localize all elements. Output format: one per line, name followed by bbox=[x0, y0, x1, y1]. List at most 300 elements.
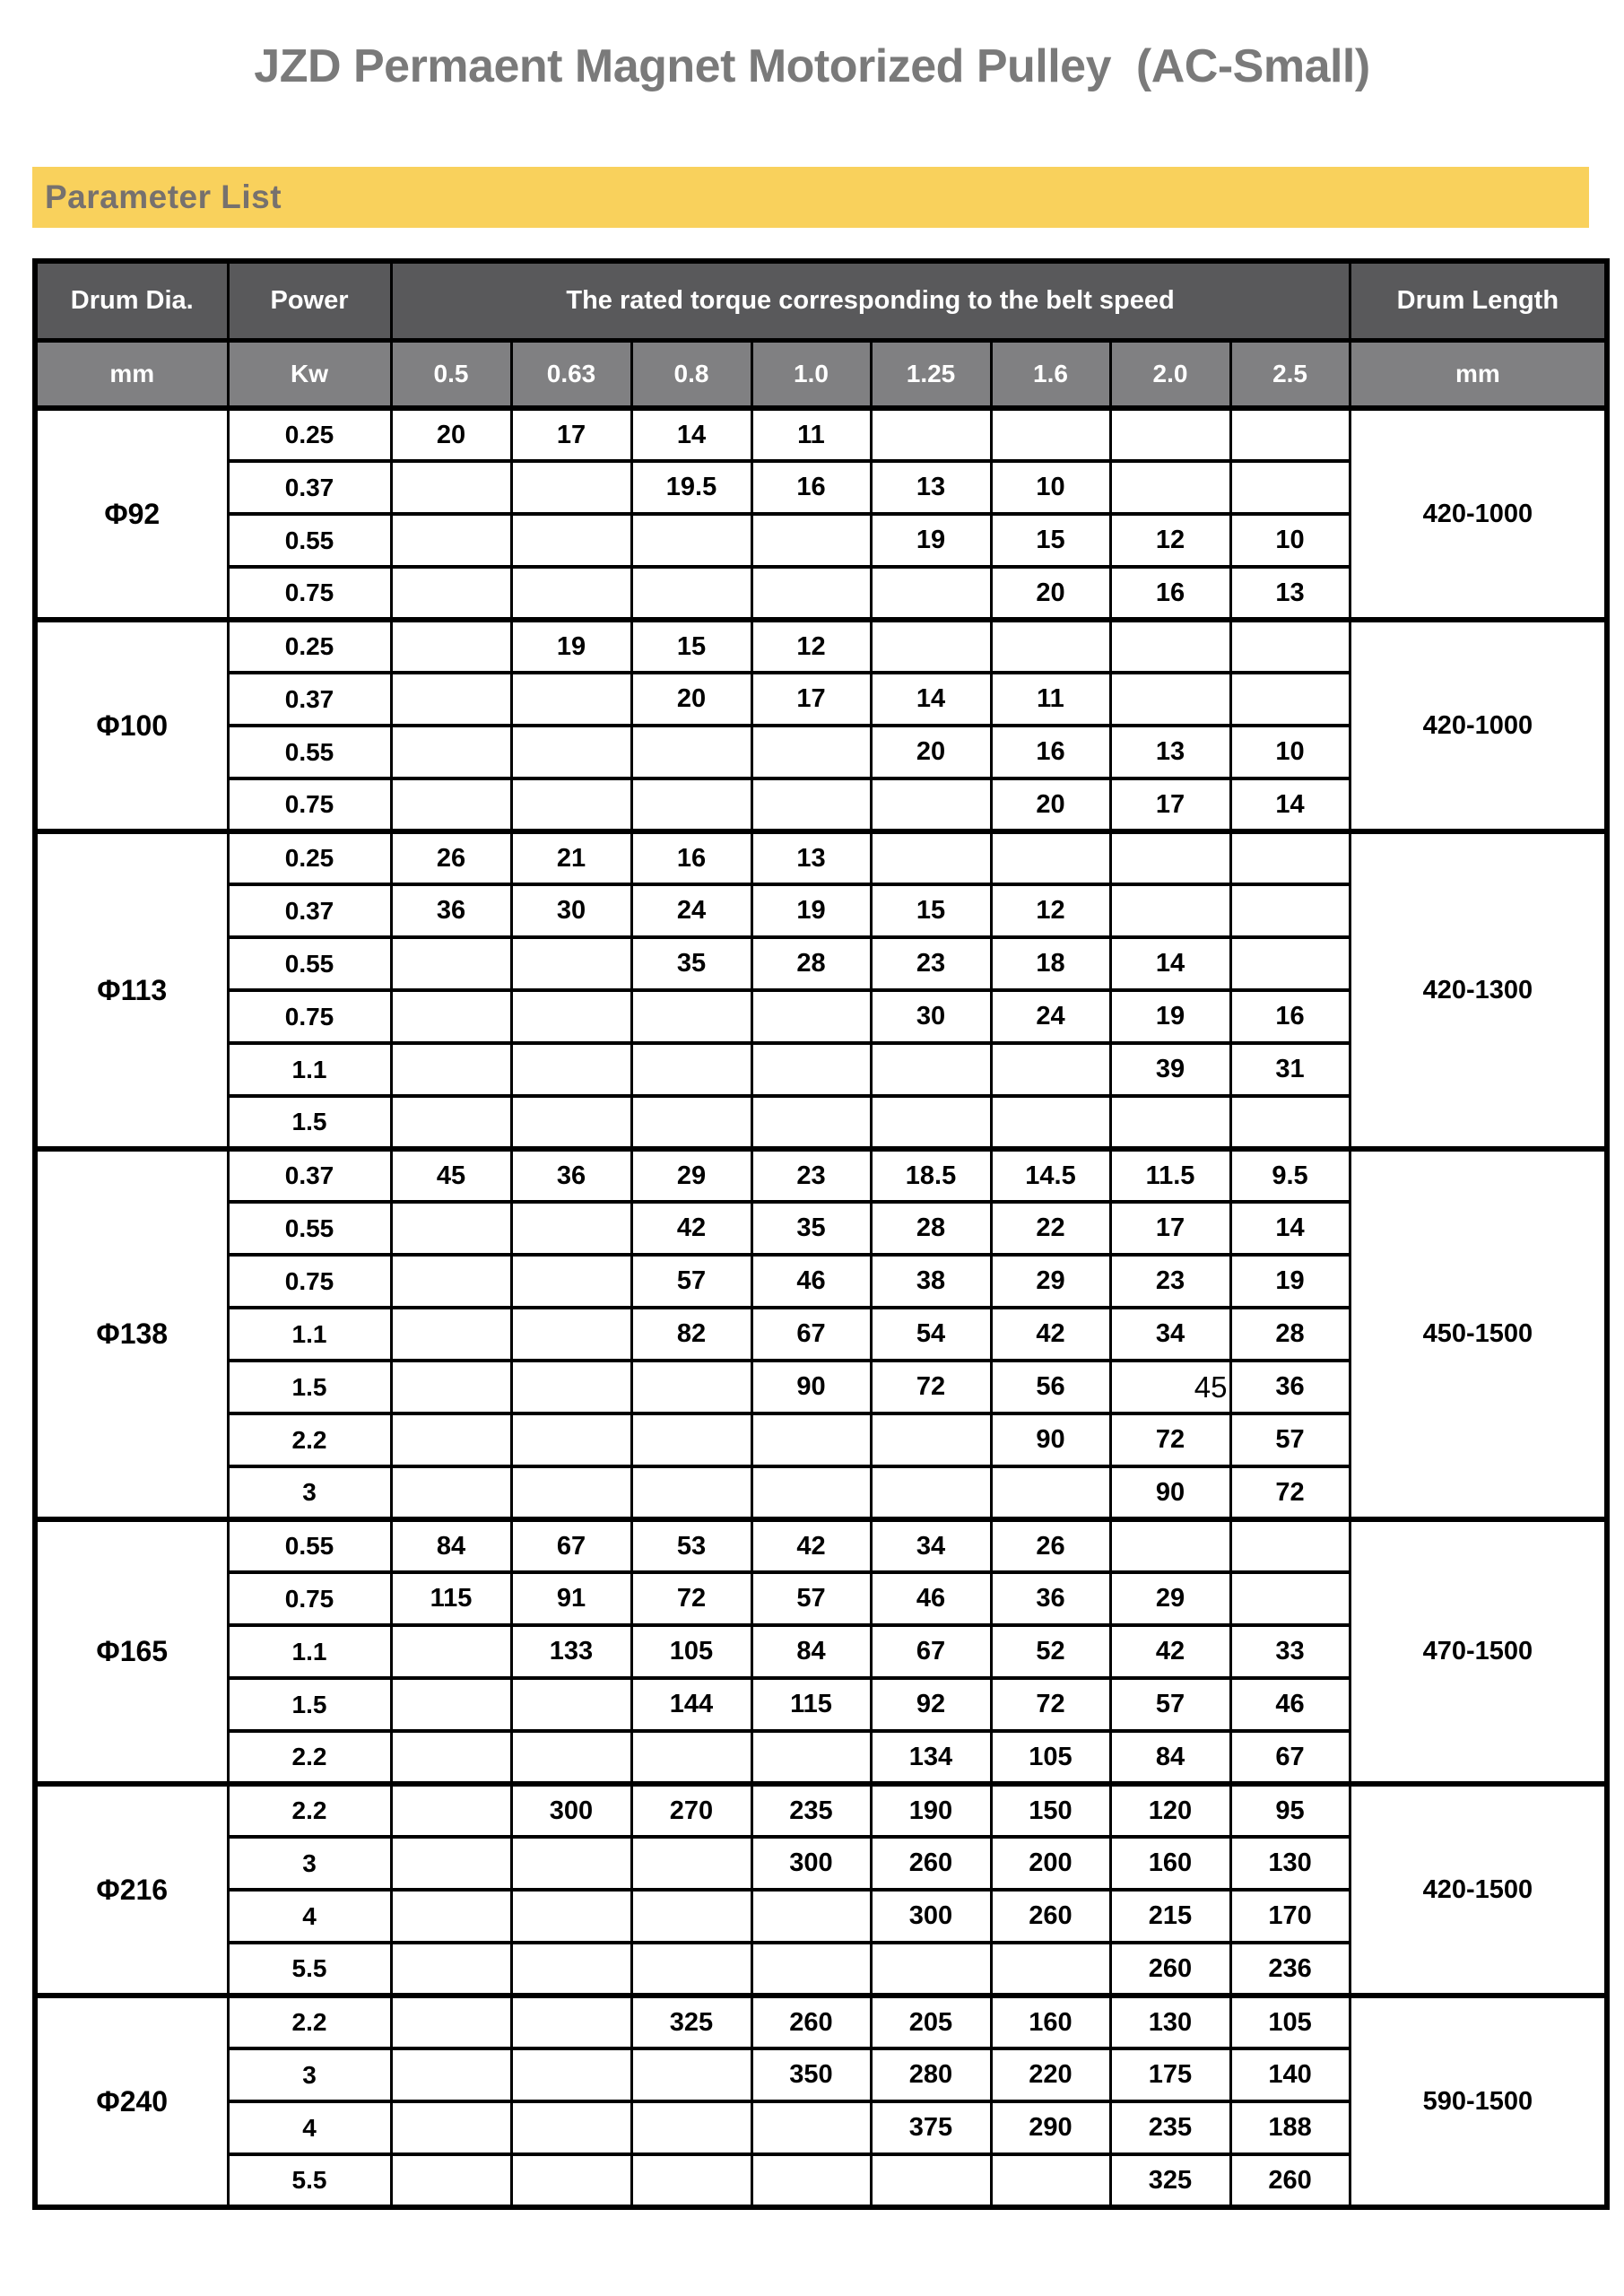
torque-cell bbox=[1230, 461, 1350, 514]
torque-cell bbox=[391, 567, 511, 620]
power-cell: 3 bbox=[228, 1837, 391, 1890]
torque-cell bbox=[511, 2101, 631, 2154]
header-row-1 bbox=[35, 261, 1607, 340]
torque-cell bbox=[391, 1890, 511, 1943]
power-cell: 4 bbox=[228, 2101, 391, 2154]
torque-cell: 45 bbox=[1110, 1361, 1230, 1413]
torque-cell: 16 bbox=[991, 726, 1110, 778]
torque-cell bbox=[991, 1043, 1110, 1096]
torque-cell bbox=[511, 673, 631, 726]
torque-cell bbox=[1230, 1519, 1350, 1572]
torque-cell bbox=[631, 1361, 751, 1413]
power-cell: 0.55 bbox=[228, 514, 391, 567]
torque-cell bbox=[631, 514, 751, 567]
torque-cell: 160 bbox=[991, 1996, 1110, 2048]
torque-cell: 375 bbox=[871, 2101, 991, 2154]
torque-cell: 23 bbox=[1110, 1255, 1230, 1308]
torque-cell: 19 bbox=[511, 620, 631, 673]
torque-cell: 19 bbox=[1230, 1255, 1350, 1308]
torque-cell: 105 bbox=[991, 1731, 1110, 1784]
torque-cell bbox=[511, 726, 631, 778]
torque-cell bbox=[751, 1466, 871, 1519]
header-speed-0-5: 0.5 bbox=[391, 340, 511, 408]
torque-cell: 19 bbox=[871, 514, 991, 567]
torque-cell bbox=[1110, 1096, 1230, 1149]
torque-cell bbox=[631, 726, 751, 778]
torque-cell: 300 bbox=[511, 1784, 631, 1837]
torque-cell bbox=[391, 990, 511, 1043]
torque-cell bbox=[391, 2154, 511, 2207]
torque-cell bbox=[871, 1096, 991, 1149]
torque-cell: 26 bbox=[391, 831, 511, 884]
torque-cell bbox=[391, 1996, 511, 2048]
torque-cell: 29 bbox=[631, 1149, 751, 1202]
torque-cell: 72 bbox=[1230, 1466, 1350, 1519]
torque-cell: 14 bbox=[871, 673, 991, 726]
torque-cell: 46 bbox=[871, 1572, 991, 1625]
torque-cell: 270 bbox=[631, 1784, 751, 1837]
torque-cell bbox=[391, 1255, 511, 1308]
torque-cell: 260 bbox=[751, 1996, 871, 2048]
torque-cell: 18.5 bbox=[871, 1149, 991, 1202]
torque-cell: 11 bbox=[991, 673, 1110, 726]
torque-cell: 17 bbox=[1110, 778, 1230, 831]
torque-cell: 24 bbox=[631, 884, 751, 937]
torque-cell bbox=[751, 1413, 871, 1466]
torque-cell bbox=[511, 514, 631, 567]
torque-cell bbox=[1230, 408, 1350, 461]
torque-cell bbox=[871, 1043, 991, 1096]
torque-cell bbox=[511, 1202, 631, 1255]
header-drum-dia-unit: mm bbox=[35, 340, 228, 408]
torque-cell: 36 bbox=[1230, 1361, 1350, 1413]
torque-cell bbox=[631, 1731, 751, 1784]
drum-length-cell: 420-1000 bbox=[1350, 408, 1607, 620]
torque-cell bbox=[1110, 1519, 1230, 1572]
torque-cell: 57 bbox=[1230, 1413, 1350, 1466]
torque-cell: 235 bbox=[751, 1784, 871, 1837]
torque-cell bbox=[391, 514, 511, 567]
torque-cell bbox=[631, 1890, 751, 1943]
torque-cell: 325 bbox=[631, 1996, 751, 2048]
drum-length-cell: 470-1500 bbox=[1350, 1519, 1607, 1784]
power-cell: 1.5 bbox=[228, 1361, 391, 1413]
torque-cell bbox=[871, 408, 991, 461]
torque-cell bbox=[1230, 884, 1350, 937]
torque-cell: 42 bbox=[751, 1519, 871, 1572]
torque-cell: 92 bbox=[871, 1678, 991, 1731]
parameter-table bbox=[32, 258, 1610, 2210]
torque-cell: 42 bbox=[631, 1202, 751, 1255]
torque-cell bbox=[1230, 673, 1350, 726]
torque-cell bbox=[391, 1202, 511, 1255]
power-cell: 0.25 bbox=[228, 620, 391, 673]
torque-cell: 12 bbox=[751, 620, 871, 673]
torque-cell bbox=[511, 1255, 631, 1308]
torque-cell: 300 bbox=[751, 1837, 871, 1890]
torque-cell: 19 bbox=[1110, 990, 1230, 1043]
torque-cell bbox=[1110, 884, 1230, 937]
drum-length-cell: 420-1500 bbox=[1350, 1784, 1607, 1996]
torque-cell: 12 bbox=[991, 884, 1110, 937]
torque-cell: 28 bbox=[751, 937, 871, 990]
torque-cell bbox=[631, 1943, 751, 1996]
torque-cell bbox=[871, 831, 991, 884]
torque-cell bbox=[991, 831, 1110, 884]
torque-cell: 11.5 bbox=[1110, 1149, 1230, 1202]
torque-cell bbox=[511, 1890, 631, 1943]
page-title: JZD Permaent Magnet Motorized Pulley (AC-Small) bbox=[254, 40, 1370, 92]
torque-cell: 16 bbox=[631, 831, 751, 884]
torque-cell bbox=[511, 2048, 631, 2101]
torque-cell: 9.5 bbox=[1230, 1149, 1350, 1202]
torque-cell: 235 bbox=[1110, 2101, 1230, 2154]
torque-cell: 16 bbox=[1110, 567, 1230, 620]
torque-cell bbox=[511, 1837, 631, 1890]
torque-cell bbox=[391, 726, 511, 778]
torque-cell: 56 bbox=[991, 1361, 1110, 1413]
torque-cell bbox=[751, 1043, 871, 1096]
torque-cell: 105 bbox=[631, 1625, 751, 1678]
section-header-bar bbox=[32, 167, 1589, 228]
torque-cell: 10 bbox=[1230, 514, 1350, 567]
torque-cell: 260 bbox=[1110, 1943, 1230, 1996]
power-cell: 3 bbox=[228, 1466, 391, 1519]
torque-cell: 236 bbox=[1230, 1943, 1350, 1996]
parameter-table-body bbox=[35, 408, 1607, 2207]
torque-cell: 67 bbox=[751, 1308, 871, 1361]
torque-cell: 130 bbox=[1230, 1837, 1350, 1890]
torque-cell: 134 bbox=[871, 1731, 991, 1784]
torque-cell bbox=[391, 1943, 511, 1996]
torque-cell: 133 bbox=[511, 1625, 631, 1678]
drum-dia-cell: Φ138 bbox=[35, 1149, 228, 1519]
torque-cell: 67 bbox=[871, 1625, 991, 1678]
torque-cell bbox=[1230, 937, 1350, 990]
torque-cell: 38 bbox=[871, 1255, 991, 1308]
power-cell: 0.75 bbox=[228, 778, 391, 831]
torque-cell: 14.5 bbox=[991, 1149, 1110, 1202]
torque-cell: 34 bbox=[1110, 1308, 1230, 1361]
torque-cell: 72 bbox=[991, 1678, 1110, 1731]
power-cell: 2.2 bbox=[228, 1784, 391, 1837]
torque-cell: 260 bbox=[991, 1890, 1110, 1943]
power-cell: 0.55 bbox=[228, 937, 391, 990]
torque-cell: 11 bbox=[751, 408, 871, 461]
torque-cell: 13 bbox=[871, 461, 991, 514]
torque-cell bbox=[631, 1413, 751, 1466]
torque-cell: 84 bbox=[751, 1625, 871, 1678]
torque-cell bbox=[511, 567, 631, 620]
torque-cell: 35 bbox=[751, 1202, 871, 1255]
torque-cell: 16 bbox=[1230, 990, 1350, 1043]
torque-cell bbox=[1110, 408, 1230, 461]
torque-cell: 26 bbox=[991, 1519, 1110, 1572]
torque-cell bbox=[751, 990, 871, 1043]
torque-cell bbox=[751, 1096, 871, 1149]
torque-cell bbox=[631, 1466, 751, 1519]
torque-cell bbox=[391, 620, 511, 673]
torque-cell bbox=[631, 1837, 751, 1890]
torque-cell: 12 bbox=[1110, 514, 1230, 567]
torque-cell: 21 bbox=[511, 831, 631, 884]
torque-cell: 90 bbox=[991, 1413, 1110, 1466]
torque-cell: 72 bbox=[871, 1361, 991, 1413]
torque-cell: 29 bbox=[991, 1255, 1110, 1308]
torque-cell: 17 bbox=[1110, 1202, 1230, 1255]
torque-cell: 24 bbox=[991, 990, 1110, 1043]
header-drum-dia: Drum Dia. bbox=[35, 261, 228, 340]
torque-cell: 20 bbox=[991, 778, 1110, 831]
header-speed-0-63: 0.63 bbox=[511, 340, 631, 408]
torque-cell bbox=[511, 1043, 631, 1096]
torque-cell: 90 bbox=[751, 1361, 871, 1413]
torque-cell: 29 bbox=[1110, 1572, 1230, 1625]
torque-cell: 260 bbox=[1230, 2154, 1350, 2207]
power-cell: 0.75 bbox=[228, 990, 391, 1043]
torque-cell: 22 bbox=[991, 1202, 1110, 1255]
torque-cell bbox=[751, 726, 871, 778]
torque-cell: 72 bbox=[631, 1572, 751, 1625]
torque-cell: 14 bbox=[631, 408, 751, 461]
torque-cell: 23 bbox=[871, 937, 991, 990]
torque-cell: 36 bbox=[511, 1149, 631, 1202]
torque-cell: 300 bbox=[871, 1890, 991, 1943]
power-cell: 0.75 bbox=[228, 1572, 391, 1625]
torque-cell: 130 bbox=[1110, 1996, 1230, 2048]
header-speed-1-6: 1.6 bbox=[991, 340, 1110, 408]
power-cell: 0.25 bbox=[228, 831, 391, 884]
torque-cell: 200 bbox=[991, 1837, 1110, 1890]
torque-cell: 18 bbox=[991, 937, 1110, 990]
section-header-label: Parameter List bbox=[45, 178, 282, 215]
torque-cell: 115 bbox=[751, 1678, 871, 1731]
torque-cell: 260 bbox=[871, 1837, 991, 1890]
torque-cell bbox=[511, 778, 631, 831]
torque-cell bbox=[751, 1943, 871, 1996]
torque-cell: 28 bbox=[871, 1202, 991, 1255]
torque-cell bbox=[871, 620, 991, 673]
torque-cell bbox=[391, 2101, 511, 2154]
torque-cell: 13 bbox=[751, 831, 871, 884]
torque-cell bbox=[631, 567, 751, 620]
torque-cell bbox=[511, 461, 631, 514]
torque-cell bbox=[391, 1678, 511, 1731]
torque-cell: 20 bbox=[871, 726, 991, 778]
drum-dia-cell: Φ240 bbox=[35, 1996, 228, 2207]
torque-cell: 205 bbox=[871, 1996, 991, 2048]
torque-cell: 170 bbox=[1230, 1890, 1350, 1943]
torque-cell bbox=[511, 1413, 631, 1466]
torque-cell bbox=[511, 2154, 631, 2207]
torque-cell bbox=[391, 1466, 511, 1519]
header-speed-2-0: 2.0 bbox=[1110, 340, 1230, 408]
torque-cell: 82 bbox=[631, 1308, 751, 1361]
torque-cell: 20 bbox=[991, 567, 1110, 620]
torque-cell bbox=[391, 2048, 511, 2101]
torque-cell: 30 bbox=[871, 990, 991, 1043]
power-cell: 1.5 bbox=[228, 1678, 391, 1731]
torque-cell: 120 bbox=[1110, 1784, 1230, 1837]
torque-cell: 72 bbox=[1110, 1413, 1230, 1466]
torque-cell: 15 bbox=[631, 620, 751, 673]
torque-cell bbox=[751, 1731, 871, 1784]
torque-cell bbox=[871, 2154, 991, 2207]
drum-length-cell: 450-1500 bbox=[1350, 1149, 1607, 1519]
power-cell: 2.2 bbox=[228, 1731, 391, 1784]
torque-cell: 23 bbox=[751, 1149, 871, 1202]
power-cell: 1.5 bbox=[228, 1096, 391, 1149]
header-speed-0-8: 0.8 bbox=[631, 340, 751, 408]
torque-cell: 53 bbox=[631, 1519, 751, 1572]
power-cell: 2.2 bbox=[228, 1413, 391, 1466]
drum-dia-cell: Φ92 bbox=[35, 408, 228, 620]
table-row bbox=[35, 620, 1607, 673]
torque-cell: 190 bbox=[871, 1784, 991, 1837]
header-torque-span: The rated torque corresponding to the belt speed bbox=[391, 261, 1350, 340]
torque-cell bbox=[391, 1784, 511, 1837]
torque-cell bbox=[751, 2154, 871, 2207]
torque-cell bbox=[391, 1308, 511, 1361]
torque-cell: 150 bbox=[991, 1784, 1110, 1837]
table-row bbox=[35, 408, 1607, 461]
power-cell: 1.1 bbox=[228, 1625, 391, 1678]
drum-dia-cell: Φ216 bbox=[35, 1784, 228, 1996]
header-speed-1-0: 1.0 bbox=[751, 340, 871, 408]
torque-cell: 19 bbox=[751, 884, 871, 937]
torque-cell bbox=[511, 1361, 631, 1413]
drum-length-cell: 420-1300 bbox=[1350, 831, 1607, 1149]
torque-cell: 84 bbox=[1110, 1731, 1230, 1784]
torque-cell: 42 bbox=[991, 1308, 1110, 1361]
torque-cell bbox=[991, 620, 1110, 673]
torque-cell: 17 bbox=[751, 673, 871, 726]
torque-cell: 42 bbox=[1110, 1625, 1230, 1678]
torque-cell: 31 bbox=[1230, 1043, 1350, 1096]
torque-cell bbox=[1110, 620, 1230, 673]
torque-cell: 290 bbox=[991, 2101, 1110, 2154]
torque-cell: 280 bbox=[871, 2048, 991, 2101]
torque-cell bbox=[991, 1096, 1110, 1149]
torque-cell: 220 bbox=[991, 2048, 1110, 2101]
torque-cell bbox=[511, 1678, 631, 1731]
torque-cell bbox=[751, 1890, 871, 1943]
table-row bbox=[35, 831, 1607, 884]
torque-cell bbox=[391, 1043, 511, 1096]
power-cell: 0.37 bbox=[228, 673, 391, 726]
power-cell: 5.5 bbox=[228, 2154, 391, 2207]
torque-cell bbox=[991, 408, 1110, 461]
torque-cell bbox=[511, 1096, 631, 1149]
torque-cell: 13 bbox=[1230, 567, 1350, 620]
torque-cell bbox=[1230, 1572, 1350, 1625]
torque-cell bbox=[1230, 831, 1350, 884]
torque-cell bbox=[1230, 620, 1350, 673]
torque-cell: 45 bbox=[391, 1149, 511, 1202]
power-cell: 1.1 bbox=[228, 1308, 391, 1361]
torque-cell: 91 bbox=[511, 1572, 631, 1625]
torque-cell bbox=[511, 1996, 631, 2048]
torque-cell bbox=[511, 1466, 631, 1519]
torque-cell: 188 bbox=[1230, 2101, 1350, 2154]
torque-cell: 57 bbox=[631, 1255, 751, 1308]
power-cell: 0.55 bbox=[228, 1202, 391, 1255]
torque-cell: 52 bbox=[991, 1625, 1110, 1678]
torque-cell bbox=[631, 1043, 751, 1096]
torque-cell bbox=[751, 514, 871, 567]
power-cell: 2.2 bbox=[228, 1996, 391, 2048]
torque-cell: 115 bbox=[391, 1572, 511, 1625]
torque-cell bbox=[751, 2101, 871, 2154]
torque-cell: 57 bbox=[751, 1572, 871, 1625]
torque-cell bbox=[511, 990, 631, 1043]
torque-cell: 160 bbox=[1110, 1837, 1230, 1890]
drum-length-cell: 590-1500 bbox=[1350, 1996, 1607, 2207]
torque-cell: 15 bbox=[991, 514, 1110, 567]
torque-cell bbox=[631, 778, 751, 831]
torque-cell: 10 bbox=[1230, 726, 1350, 778]
torque-cell: 215 bbox=[1110, 1890, 1230, 1943]
torque-cell: 57 bbox=[1110, 1678, 1230, 1731]
torque-cell: 95 bbox=[1230, 1784, 1350, 1837]
torque-cell: 54 bbox=[871, 1308, 991, 1361]
torque-cell bbox=[391, 1731, 511, 1784]
torque-cell: 140 bbox=[1230, 2048, 1350, 2101]
torque-cell bbox=[511, 1731, 631, 1784]
torque-cell: 13 bbox=[1110, 726, 1230, 778]
torque-cell bbox=[871, 1466, 991, 1519]
drum-dia-cell: Φ100 bbox=[35, 620, 228, 831]
power-cell: 3 bbox=[228, 2048, 391, 2101]
torque-cell: 14 bbox=[1230, 1202, 1350, 1255]
torque-cell: 15 bbox=[871, 884, 991, 937]
torque-cell bbox=[871, 778, 991, 831]
torque-cell bbox=[631, 2154, 751, 2207]
torque-cell bbox=[871, 1943, 991, 1996]
power-cell: 4 bbox=[228, 1890, 391, 1943]
torque-cell: 350 bbox=[751, 2048, 871, 2101]
power-cell: 1.1 bbox=[228, 1043, 391, 1096]
torque-cell bbox=[991, 1466, 1110, 1519]
torque-cell bbox=[391, 1625, 511, 1678]
header-speed-1-25: 1.25 bbox=[871, 340, 991, 408]
torque-cell bbox=[631, 1096, 751, 1149]
table-header bbox=[35, 261, 1607, 408]
torque-cell: 19.5 bbox=[631, 461, 751, 514]
torque-cell: 17 bbox=[511, 408, 631, 461]
torque-cell bbox=[391, 1413, 511, 1466]
torque-cell bbox=[1110, 831, 1230, 884]
power-cell: 0.55 bbox=[228, 1519, 391, 1572]
torque-cell: 46 bbox=[751, 1255, 871, 1308]
header-drum-length-unit: mm bbox=[1350, 340, 1607, 408]
torque-cell: 33 bbox=[1230, 1625, 1350, 1678]
header-row-2 bbox=[35, 340, 1607, 408]
power-cell: 0.37 bbox=[228, 461, 391, 514]
torque-cell: 30 bbox=[511, 884, 631, 937]
torque-cell bbox=[991, 1943, 1110, 1996]
torque-cell: 14 bbox=[1110, 937, 1230, 990]
torque-cell: 46 bbox=[1230, 1678, 1350, 1731]
torque-cell bbox=[511, 1943, 631, 1996]
torque-cell: 67 bbox=[511, 1519, 631, 1572]
torque-cell bbox=[511, 1308, 631, 1361]
torque-cell bbox=[391, 1096, 511, 1149]
torque-cell bbox=[1230, 1096, 1350, 1149]
torque-cell: 10 bbox=[991, 461, 1110, 514]
torque-cell bbox=[631, 2101, 751, 2154]
table-row bbox=[35, 1996, 1607, 2048]
